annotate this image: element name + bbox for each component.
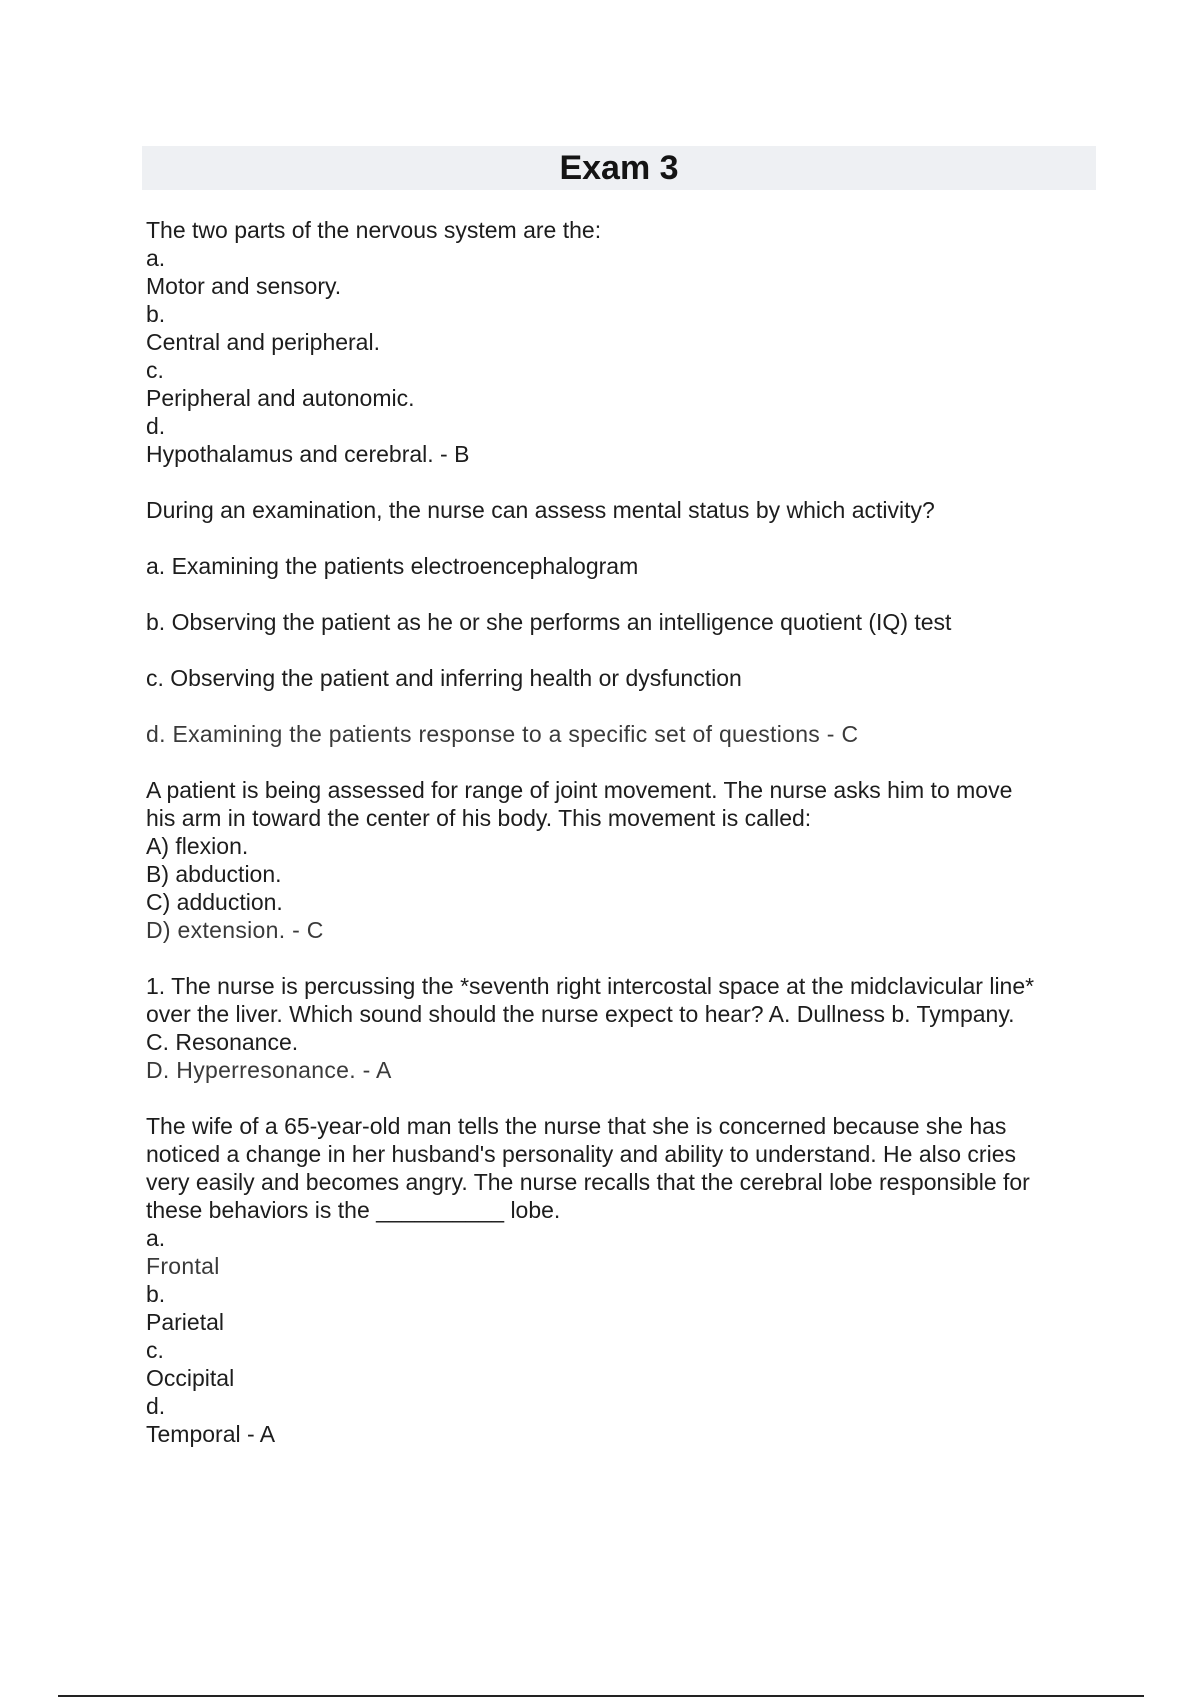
option-text: Motor and sensory. <box>146 273 342 299</box>
question-3-stem-line: his arm in toward the center of his body. This movement is called: <box>146 805 812 831</box>
option-letter: c. <box>146 357 164 383</box>
option-text: d. Examining the patients response to a specific set of questions - C <box>146 721 859 747</box>
option-letter: c. <box>146 1337 164 1363</box>
option-letter: a. <box>146 245 166 271</box>
question-1 <box>146 216 1096 468</box>
spacer <box>146 944 1096 972</box>
option-letter: b. <box>146 301 166 327</box>
title-banner <box>142 146 1096 190</box>
option-text: Peripheral and autonomic. <box>146 385 415 411</box>
question-3-stem-line: A patient is being assessed for range of joint movement. The nurse asks him to move <box>146 777 1013 803</box>
question-4-stem-line: 1. The nurse is percussing the *seventh right intercostal space at the midclavicular line* <box>146 973 1035 999</box>
question-4-stem-line: C. Resonance. <box>146 1029 299 1055</box>
option-text: Occipital <box>146 1365 235 1391</box>
option-text: c. Observing the patient and inferring health or dysfunction <box>146 665 742 691</box>
question-5-stem-line: noticed a change in her husband's personality and ability to understand. He also cries <box>146 1141 1016 1167</box>
option-text: C) adduction. <box>146 889 283 915</box>
question-4-stem-line: over the liver. Which sound should the nurse expect to hear? A. Dullness b. Tympany. <box>146 1001 1015 1027</box>
option-letter: a. <box>146 1225 166 1251</box>
question-5-stem-line: very easily and becomes angry. The nurse recalls that the cerebral lobe responsible for <box>146 1169 1030 1195</box>
option-text: Central and peripheral. <box>146 329 380 355</box>
option-text: a. Examining the patients electroencephalogram <box>146 553 639 579</box>
option-text: A) flexion. <box>146 833 249 859</box>
option-letter: d. <box>146 1393 166 1419</box>
option-letter: b. <box>146 1281 166 1307</box>
option-text: Frontal <box>146 1253 220 1279</box>
page-title: Exam 3 <box>559 149 679 187</box>
option-letter: d. <box>146 413 166 439</box>
question-4-stem-line: D. Hyperresonance. - A <box>146 1057 392 1083</box>
footer-divider <box>58 1695 1144 1697</box>
questions-body <box>146 216 1096 1448</box>
question-2 <box>146 496 1096 748</box>
spacer <box>146 1084 1096 1112</box>
option-text: Hypothalamus and cerebral. - B <box>146 441 470 467</box>
option-text: B) abduction. <box>146 861 282 887</box>
option-text: Temporal - A <box>146 1421 276 1447</box>
question-1-stem: The two parts of the nervous system are the: <box>146 217 602 243</box>
question-2-stem: During an examination, the nurse can assess mental status by which activity? <box>146 497 935 523</box>
option-text: Parietal <box>146 1309 224 1335</box>
question-5 <box>146 1112 1096 1448</box>
option-text: b. Observing the patient as he or she performs an intelligence quotient (IQ) test <box>146 609 952 635</box>
spacer <box>146 468 1096 496</box>
option-text: D) extension. - C <box>146 917 324 943</box>
spacer <box>146 748 1096 776</box>
question-5-stem-line: The wife of a 65-year-old man tells the nurse that she is concerned because she has <box>146 1113 1007 1139</box>
question-4 <box>146 972 1096 1084</box>
question-5-stem-line: these behaviors is the __________ lobe. <box>146 1197 561 1223</box>
question-3 <box>146 776 1096 944</box>
